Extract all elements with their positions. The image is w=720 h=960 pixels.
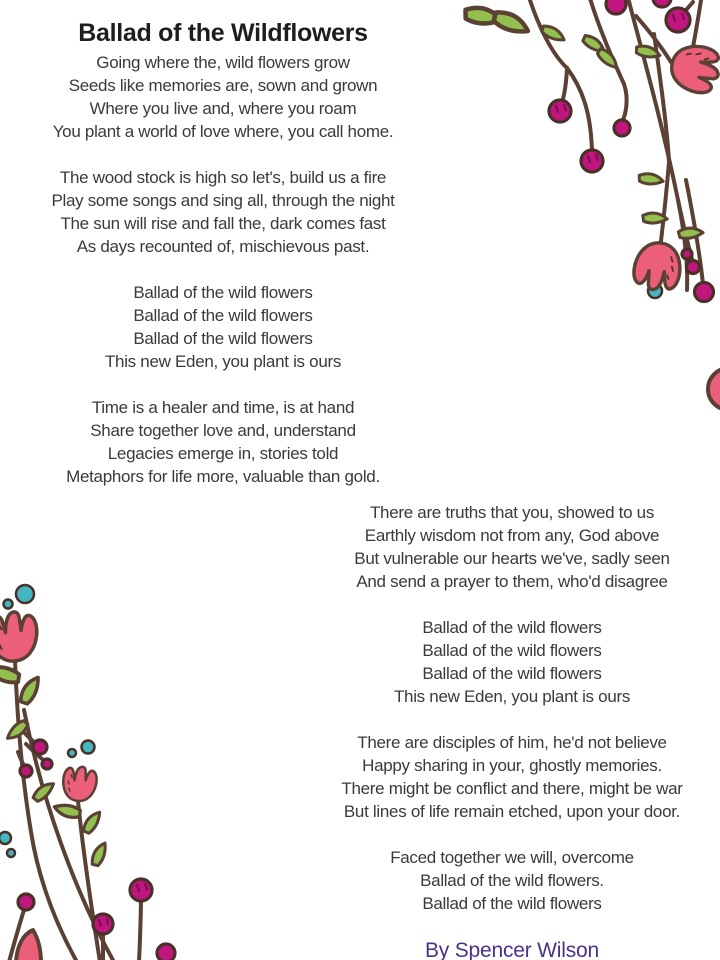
- poem-line: This new Eden, you plant is ours: [104, 352, 342, 371]
- poem-line: As days recounted of, mischievous past.: [76, 237, 370, 256]
- berry-icon: [666, 8, 690, 32]
- poem-line: Seeds like memories are, sown and grown: [68, 76, 378, 95]
- berry-icon: [682, 249, 692, 259]
- poem-line: The wood stock is high so let's, build us a fire: [59, 168, 387, 187]
- tulip-icon: [62, 765, 98, 802]
- poem-line: Going where the, wild flowers grow: [96, 53, 350, 72]
- poem-line: And send a prayer to them, who'd disagree: [356, 572, 668, 591]
- poem-line: Ballad of the wild flowers: [422, 618, 602, 637]
- stanza-2: [0, 166, 446, 258]
- poem-line: Metaphors for life more, valuable than gold.: [66, 467, 380, 486]
- poem-right-column: [302, 501, 720, 960]
- berry-icon: [549, 100, 571, 122]
- stanza-8: [302, 846, 720, 915]
- poem-line: Where you live and, where you roam: [89, 99, 357, 118]
- teal-dot-icon: [7, 849, 15, 857]
- berry-icon: [33, 740, 47, 754]
- author-attribution: By Spencer Wilson: [424, 939, 599, 960]
- berry-icon: [581, 150, 603, 172]
- stanza-3-chorus: [0, 281, 446, 373]
- poem-line: Faced together we will, overcome: [390, 848, 634, 867]
- poem-line: But lines of life remain etched, upon your door.: [343, 802, 681, 821]
- teal-dot-icon: [68, 749, 76, 757]
- tulip-icon: [668, 42, 720, 95]
- poem-line: The sun will rise and fall the, dark comes fast: [60, 214, 386, 233]
- berry-icon: [93, 914, 113, 934]
- tulip-icon: [632, 240, 683, 292]
- berries-group: [549, 0, 714, 302]
- teal-dot-icon: [16, 585, 34, 603]
- stanza-6-chorus: [302, 616, 720, 708]
- pink-petal-icon: [16, 930, 41, 960]
- poem-line: There are disciples of him, he'd not believe: [357, 733, 667, 752]
- poem-title: Ballad of the Wildflowers: [78, 19, 368, 47]
- poem-line: But vulnerable our hearts we've, sadly seen: [354, 549, 670, 568]
- poem-line: This new Eden, you plant is ours: [393, 687, 631, 706]
- poem-line: Ballad of the wild flowers.: [420, 871, 604, 890]
- berry-icon: [157, 944, 175, 960]
- poem-line: Happy sharing in your, ghostly memories.: [362, 756, 662, 775]
- pink-bud-icon: [708, 368, 720, 410]
- stanza-1: [0, 51, 446, 143]
- tulip-icon: [0, 610, 39, 663]
- teal-dot-icon: [4, 600, 13, 609]
- berry-icon: [687, 261, 700, 274]
- poem-line: Ballad of the wild flowers: [133, 283, 313, 302]
- poem-line: Earthly wisdom not from any, God above: [364, 526, 660, 545]
- poem-line: Time is a healer and time, is at hand: [91, 398, 355, 417]
- wildflowers-top-right-illustration: [440, 0, 720, 430]
- branch-stems-group: [9, 660, 166, 960]
- berry-icon: [653, 0, 671, 7]
- poem-line: Play some songs and sing all, through the night: [51, 191, 395, 210]
- poem-line: Ballad of the wild flowers: [422, 641, 602, 660]
- poem-line: Legacies emerge in, stories told: [107, 444, 339, 463]
- berry-icon: [20, 765, 32, 777]
- poem-line: Ballad of the wild flowers: [422, 664, 602, 683]
- poem-line: There are truths that you, showed to us: [369, 503, 655, 522]
- berry-icon: [130, 879, 152, 901]
- stanza-5: [302, 501, 720, 593]
- poem-line: You plant a world of love where, you call home.: [52, 122, 394, 141]
- poem-line: Ballad of the wild flowers: [133, 329, 313, 348]
- berry-icon: [606, 0, 626, 14]
- poem-line: Ballad of the wild flowers: [133, 306, 313, 325]
- stanza-7: [302, 731, 720, 823]
- berry-icon: [18, 894, 34, 910]
- teal-dot-icon: [0, 832, 11, 844]
- berry-icon: [42, 759, 52, 769]
- berry-icon: [695, 283, 714, 302]
- poem-line: Ballad of the wild flowers: [422, 894, 602, 913]
- branch-stems-group: [528, 0, 703, 290]
- poem-line: There might be conflict and there, might be war: [341, 779, 683, 798]
- tulips-bottom-left-illustration: [0, 560, 200, 960]
- berry-icon: [614, 120, 630, 136]
- stanza-4: [0, 396, 446, 488]
- poem-left-column: [0, 19, 446, 488]
- teal-dot-icon: [82, 741, 95, 754]
- poem-line: Share together love and, understand: [90, 421, 356, 440]
